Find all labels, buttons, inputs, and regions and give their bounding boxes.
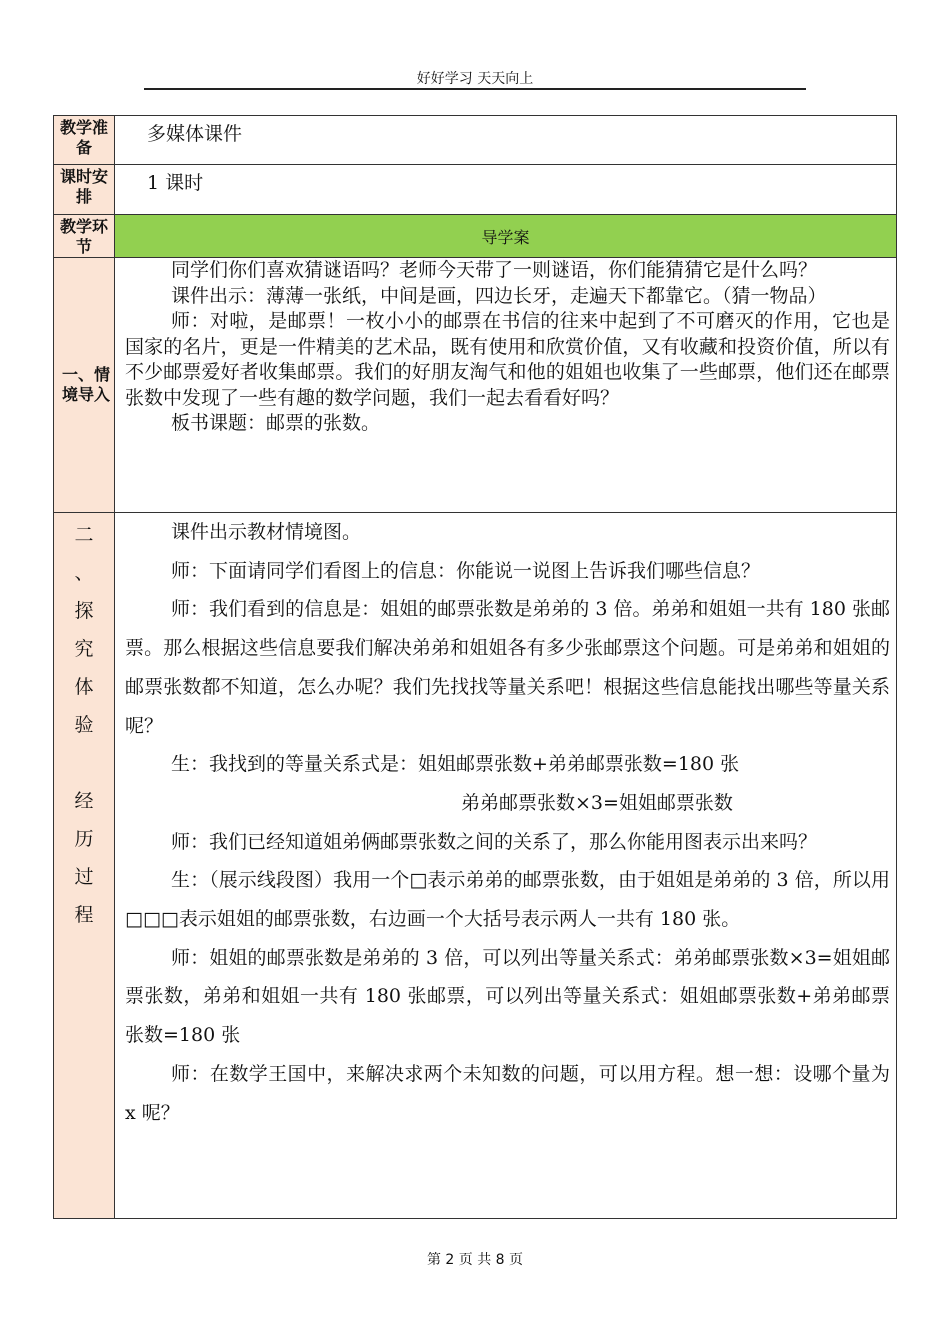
explore-label-char: 程: [74, 904, 94, 926]
explore-paragraph: 师：在数学王国中，来解决求两个未知数的问题，可以用方程。想一想：设哪个量为 x 呢？: [125, 1062, 890, 1124]
table-row-intro: [54, 258, 897, 513]
intro-content: [115, 258, 897, 513]
explore-paragraph: 师：下面请同学们看图上的信息：你能说一说图上告诉我们哪些信息？: [171, 559, 761, 582]
explore-label-char: 历: [74, 828, 94, 850]
explore-label-char: 体: [74, 676, 94, 698]
intro-label-cell: [54, 258, 115, 513]
stage-label: 教学环节: [60, 217, 109, 256]
explore-label-char: 二: [74, 524, 94, 546]
table-row-stage: [54, 215, 897, 258]
prep-label-cell: [54, 116, 115, 165]
explore-label-char: 究: [74, 638, 94, 660]
header-divider: [144, 88, 806, 90]
explore-label-cell: [54, 513, 115, 1219]
table-row-explore: [54, 513, 897, 1219]
explore-label-spacer: [54, 744, 114, 782]
lesson-plan-table: [53, 115, 897, 1219]
explore-paragraph: 师：我们看到的信息是：姐姐的邮票张数是弟弟的 3 倍。弟弟和姐姐一共有 180 张邮票。那么根据这些信息要我们解决弟弟和姐姐各有多少张邮票这个问题。可是弟弟和姐姐的邮票张数都不知道，怎么办呢？我们先找找等量关系吧！根据这些信息能找出哪些等量关系呢？: [125, 598, 890, 737]
stage-value: 导学案: [115, 215, 897, 258]
explore-label-char: 经: [74, 790, 94, 812]
explore-paragraph: 生：（展示线段图）我用一个□表示弟弟的邮票张数，由于姐姐是弟弟的 3 倍，所以用□□□表示姐姐的邮票张数，右边画一个大括号表示两人一共有 180 张。: [125, 869, 890, 931]
intro-paragraph: 课件出示：薄薄一张纸，中间是画，四边长牙，走遍天下都靠它。（猜一物品）: [171, 284, 827, 307]
explore-label-char: 过: [74, 866, 94, 888]
prep-label: 教学准备: [60, 118, 109, 157]
intro-label: 一、情境导入: [62, 365, 111, 404]
table-row-prep: [54, 116, 897, 165]
schedule-label: 课时安排: [60, 167, 109, 206]
explore-content: [115, 513, 897, 1219]
explore-equation: 弟弟邮票张数×3=姐姐邮票张数: [461, 791, 733, 814]
explore-paragraph: 师：我们已经知道姐弟俩邮票张数之间的关系了，那么你能用图表示出来吗？: [171, 830, 818, 853]
explore-label-char: 探: [74, 600, 94, 622]
explore-label-char: 、: [74, 562, 94, 584]
explore-paragraph: 课件出示教材情境图。: [171, 521, 362, 543]
prep-value: 多媒体课件: [115, 116, 897, 165]
page-footer: 第 2 页 共 8 页: [426, 1252, 524, 1268]
page-header: 好好学习 天天向上: [416, 71, 534, 87]
intro-paragraph: 板书课题：邮票的张数。: [171, 412, 381, 434]
intro-paragraph: 同学们你们喜欢猜谜语吗？老师今天带了一则谜语，你们能猜猜它是什么吗？: [171, 259, 818, 281]
schedule-label-cell: [54, 165, 115, 215]
intro-paragraph: 师：对啦，是邮票！一枚小小的邮票在书信的往来中起到了不可磨灭的作用，它也是国家的名片，更是一件精美的艺术品，既有使用和欣赏价值，又有收藏和投资价值，所以有不少邮票爱好者收集邮票。我们的好朋友淘气和他的姐姐也收集了一些邮票，他们还在邮票张数中发现了一些有趣的数学问题，我们一起去看看好吗？: [125, 310, 890, 409]
explore-paragraph: 师：姐姐的邮票张数是弟弟的 3 倍，可以列出等量关系式：弟弟邮票张数×3=姐姐邮票张数，弟弟和姐姐一共有 180 张邮票，可以列出等量关系式：姐姐邮票张数+弟弟邮票张数=180 张: [125, 946, 890, 1047]
table-row-schedule: [54, 165, 897, 215]
stage-label-cell: [54, 215, 115, 258]
explore-paragraph: 生：我找到的等量关系式是：姐姐邮票张数+弟弟邮票张数=180 张: [171, 753, 740, 776]
schedule-value: 1 课时: [115, 165, 897, 215]
explore-label-char: 验: [74, 714, 94, 736]
